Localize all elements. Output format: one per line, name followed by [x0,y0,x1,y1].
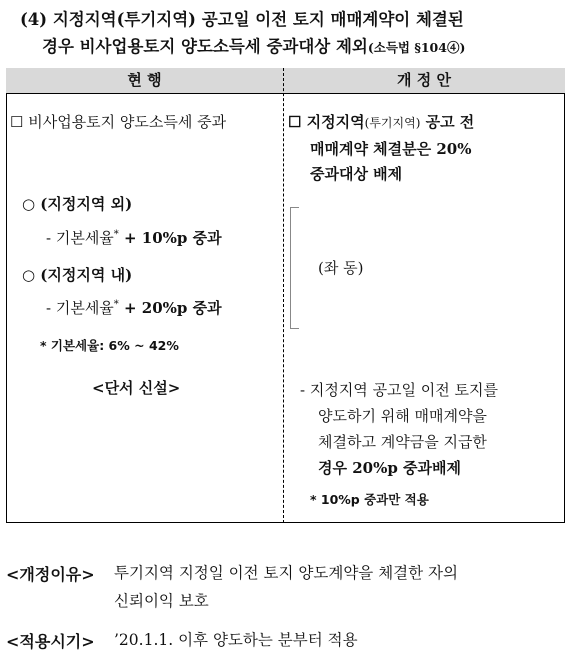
revised-new-line-2: 양도하기 위해 매매계약을 [318,407,487,425]
current-checkbox-item: ☐ 비사업용토지 양도소득세 중과 [10,113,227,131]
current-footnote: * 기본세율: 6% ~ 42% [40,338,179,353]
inside-detail-suffix: + 20%p 중과 [118,299,222,317]
revised-new-line-3: 체결하고 계약금을 지급한 [318,433,487,451]
reason-line-1: 투기지역 지정일 이전 토지 양도계약을 체결한 자의 [114,564,458,582]
revised-new-line-4: 경우 20%p 중과배제 [318,459,462,477]
revised-item-line-2: 매매계약 체결분은 20% [310,140,472,158]
revised-item-paren: (투기지역) [364,116,421,130]
revised-same-note: (좌 동) [318,259,364,277]
current-outside-detail [46,223,222,250]
revised-new-line-1: - 지정지역 공고일 이전 토지를 [300,381,499,399]
header-current: 현 행 [127,71,162,89]
effective-tag: <적용시기> [6,632,95,651]
effective-text: ’20.1.1. 이후 양도하는 분부터 적용 [114,631,358,649]
revised-item-suffix: 공고 전 [420,113,475,131]
current-outside-label: ○ (지정지역 외) [22,195,133,213]
current-new-label: <단서 신설> [92,379,181,397]
header-revised: 개 정 안 [397,71,451,89]
inside-detail-mark: * [113,299,119,310]
table-header [6,68,565,94]
same-as-left-bracket [290,207,299,329]
heading-line-1: (4) 지정지역(투기지역) 공고일 이전 토지 매매계약이 체결된 [20,10,464,29]
current-inside-label: ○ (지정지역 내) [22,266,133,284]
revised-item-prefix: ☐ 지정지역 [288,113,365,131]
heading-line-2 [20,33,570,61]
inside-detail-prefix: - 기본세율 [46,299,114,317]
reason-line-2: 신뢰이익 보호 [114,592,209,610]
revised-item-line-3: 중과대상 배제 [310,165,403,183]
outside-detail-suffix: + 10%p 중과 [118,229,222,247]
column-divider [283,68,284,523]
section-heading [20,6,570,61]
revised-footnote: * 10%p 중과만 적용 [310,492,429,507]
outside-detail-prefix: - 기본세율 [46,229,114,247]
reason-tag: <개정이유> [6,565,95,584]
current-inside-detail [46,293,222,320]
heading-law-reference: (소득법 §104④) [367,40,466,55]
outside-detail-mark: * [113,229,119,240]
revised-item-line-1 [288,111,474,135]
heading-line-2-main: 경우 비사업용토지 양도소득세 중과대상 제외 [42,37,368,56]
